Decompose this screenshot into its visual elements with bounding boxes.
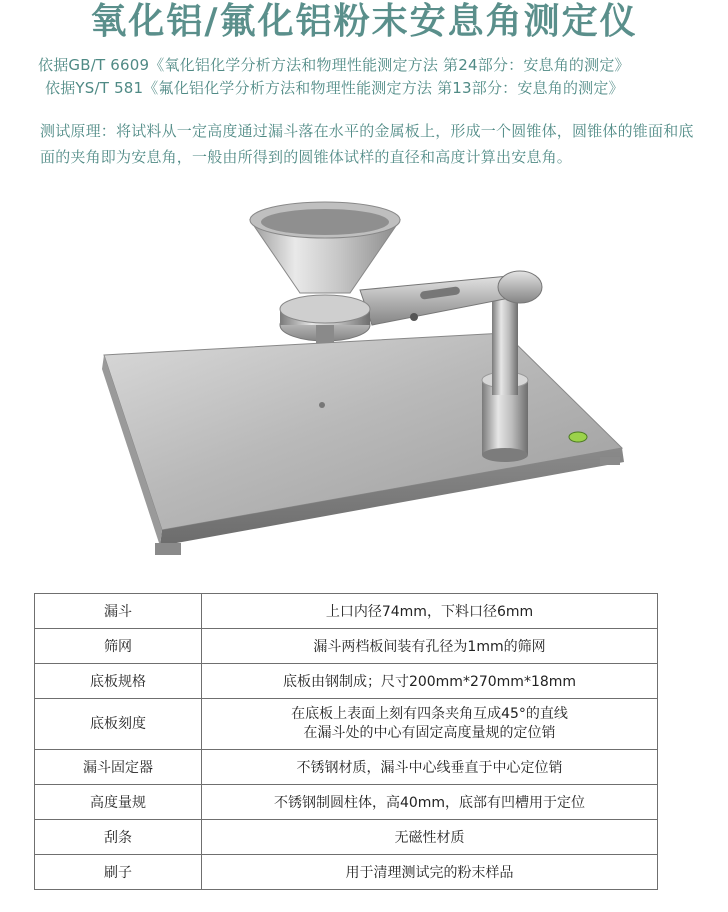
spec-desc-line: 在底板上表面上刻有四条夹角互成45°的直线 [291,706,568,722]
product-photo [0,175,728,595]
support-post [492,295,518,395]
test-principle: 测试原理：将试料从一定高度通过漏斗落在水平的金属板上，形成一个圆锥体，圆锥体的锥面和底面的夹角即为安息角，一般由所得到的圆锥体试样的直径和高度计算出安息角。 [40,122,694,166]
table-row [35,594,658,629]
locating-pin [319,402,325,408]
table-row [35,699,658,750]
spec-desc: 上口内径74mm，下料口径6mm [202,594,658,629]
table-row [35,629,658,664]
table-row [35,785,658,820]
plate-foot [600,457,620,465]
spec-desc [202,699,658,750]
spec-desc: 漏斗两档板间装有孔径为1mm的筛网 [202,629,658,664]
page-title: 氧化铝/氟化铝粉末安息角测定仪 [90,1,638,42]
standard-reference-gb: 依据GB/T 6609《氧化铝化学分析方法和物理性能测定方法 第24部分：安息角的测定》 [38,56,630,74]
spec-desc: 不锈钢材质，漏斗中心线垂直于中心定位销 [202,750,658,785]
spec-name: 底板刻度 [35,699,202,750]
spec-desc: 用于清理测试完的粉末样品 [202,855,658,890]
standard-reference-ys: 依据YS/T 581《氟化铝化学分析方法和物理性能测定方法 第13部分：安息角的测定》 [45,79,624,97]
spec-name: 刷子 [35,855,202,890]
table-row [35,820,658,855]
spec-name: 漏斗固定器 [35,750,202,785]
spec-name: 筛网 [35,629,202,664]
spec-table [34,593,658,890]
spec-name: 底板规格 [35,664,202,699]
spec-desc: 底板由钢制成；尺寸200mm*270mm*18mm [202,664,658,699]
table-row [35,750,658,785]
table-row [35,855,658,890]
spec-name: 刮条 [35,820,202,855]
table-row [35,664,658,699]
level-bubble [569,432,587,442]
spec-desc: 无磁性材质 [202,820,658,855]
plate-foot [155,543,181,555]
spec-desc: 不锈钢制圆柱体，高40mm，底部有凹槽用于定位 [202,785,658,820]
spec-desc-line: 在漏斗处的中心有固定高度量规的定位销 [303,725,556,741]
spec-name: 高度量规 [35,785,202,820]
spec-name: 漏斗 [35,594,202,629]
